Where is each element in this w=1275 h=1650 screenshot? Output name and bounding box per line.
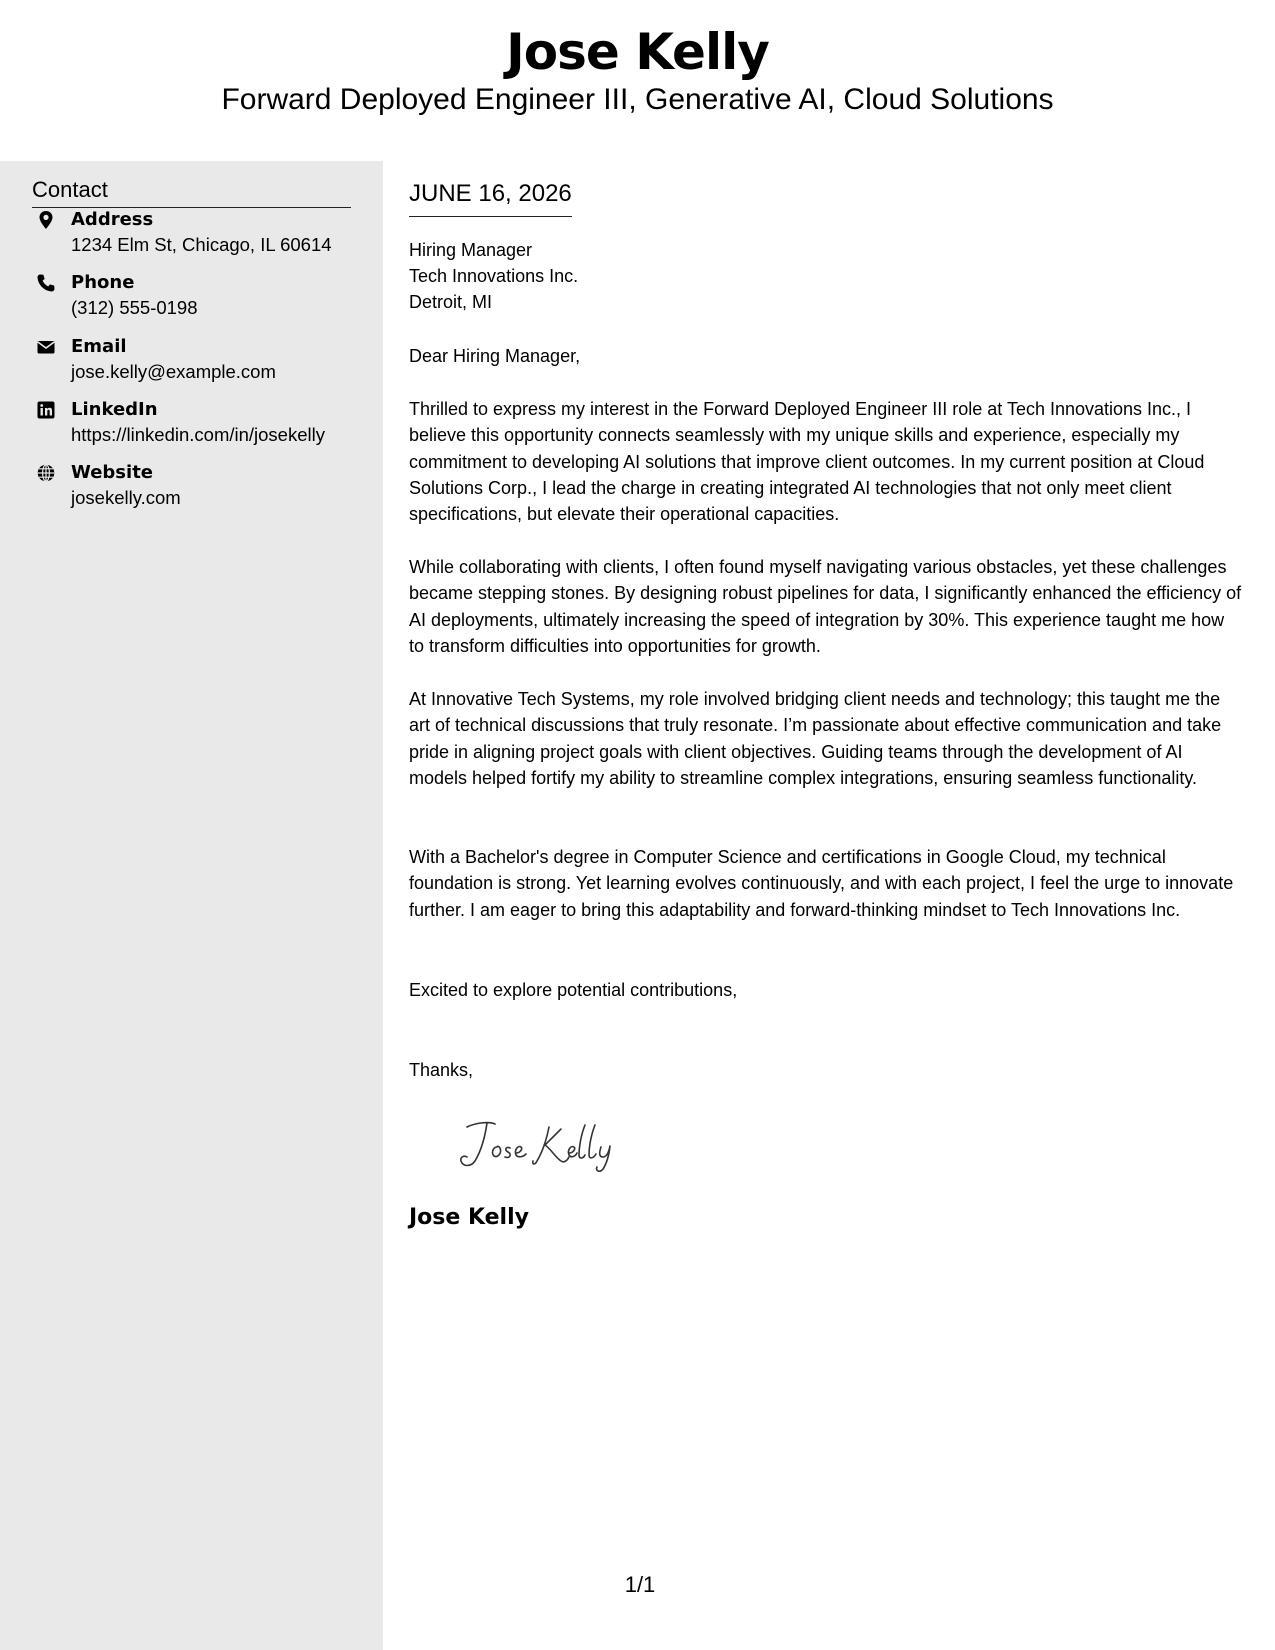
contact-linkedin bbox=[32, 398, 372, 454]
contact-label: LinkedIn bbox=[71, 399, 158, 420]
page-number: 1/1 bbox=[624, 1572, 656, 1597]
contact-heading: Contact bbox=[32, 175, 351, 208]
phone-value: (312) 555-0198 bbox=[71, 297, 198, 318]
email-value[interactable]: jose.kelly@example.com bbox=[71, 361, 276, 382]
signoff: Thanks, bbox=[409, 1060, 474, 1080]
contact-email bbox=[32, 335, 372, 391]
contact-label: Phone bbox=[71, 272, 135, 293]
salutation: Dear Hiring Manager, bbox=[409, 346, 581, 366]
contact-label: Email bbox=[71, 336, 127, 357]
body-paragraph: While collaborating with clients, I often found myself navigating various obstacles, yet these challenges became stepping stones. By designing robust pipelines for data, I significantly enhanced the efficiency of AI deployments, ultimately increasing the speed of integration by 30%. This experience taught me how to transform difficulties into opportunities for growth. bbox=[409, 557, 1242, 656]
contact-sidebar bbox=[0, 161, 383, 1650]
closing-line: Excited to explore potential contributions, bbox=[409, 980, 738, 1000]
letter-date: JUNE 16, 2026 bbox=[409, 178, 572, 217]
linkedin-value[interactable]: https://linkedin.com/in/josekelly bbox=[71, 424, 325, 445]
contact-label: Address bbox=[71, 209, 154, 230]
handwritten-signature bbox=[453, 1111, 653, 1181]
phone-icon bbox=[36, 273, 56, 293]
job-title: Forward Deployed Engineer III, Generative AI, Cloud Solutions bbox=[221, 83, 1054, 116]
recipient-line: Tech Innovations Inc. bbox=[409, 266, 579, 286]
contact-phone bbox=[32, 271, 372, 327]
globe-icon bbox=[36, 463, 56, 483]
linkedin-icon bbox=[36, 400, 56, 420]
address-value: 1234 Elm St, Chicago, IL 60614 bbox=[71, 234, 332, 255]
recipient-line: Hiring Manager bbox=[409, 240, 533, 260]
body-paragraph: At Innovative Tech Systems, my role involved bridging client needs and technology; this taught me the art of technical discussions that truly resonate. I’m passionate about effective communication and take pride in aligning project goals with client objectives. Guiding teams through the development of AI models helped fortify my ability to streamline complex integrations, ensuring seamless functionality. bbox=[409, 689, 1222, 788]
website-value[interactable]: josekelly.com bbox=[71, 487, 181, 508]
signer-name: Jose Kelly bbox=[409, 1205, 529, 1230]
map-pin-icon bbox=[36, 210, 56, 230]
body-paragraph: Thrilled to express my interest in the Forward Deployed Engineer III role at Tech Innovations Inc., I believe this opportunity connects seamlessly with my unique skills and experience, especially my commitment to developing AI solutions that improve client outcomes. In my current position at Cloud Solutions Corp., I lead the charge in creating integrated AI technologies that not only meet client specifications, but elevate their operational capacities. bbox=[409, 399, 1205, 525]
contact-label: Website bbox=[71, 462, 154, 483]
body-paragraph: With a Bachelor's degree in Computer Science and certifications in Google Cloud, my technical foundation is strong. Yet learning evolves continuously, and with each project, I feel the urge to innovate further. I am eager to bring this adaptability and forward-thinking mindset to Tech Innovations Inc. bbox=[409, 847, 1234, 920]
recipient-line: Detroit, MI bbox=[409, 292, 493, 312]
applicant-name: Jose Kelly bbox=[506, 23, 769, 81]
contact-website bbox=[32, 461, 372, 517]
envelope-icon bbox=[36, 337, 56, 357]
contact-address bbox=[32, 208, 372, 264]
letter-header bbox=[0, 0, 1275, 161]
